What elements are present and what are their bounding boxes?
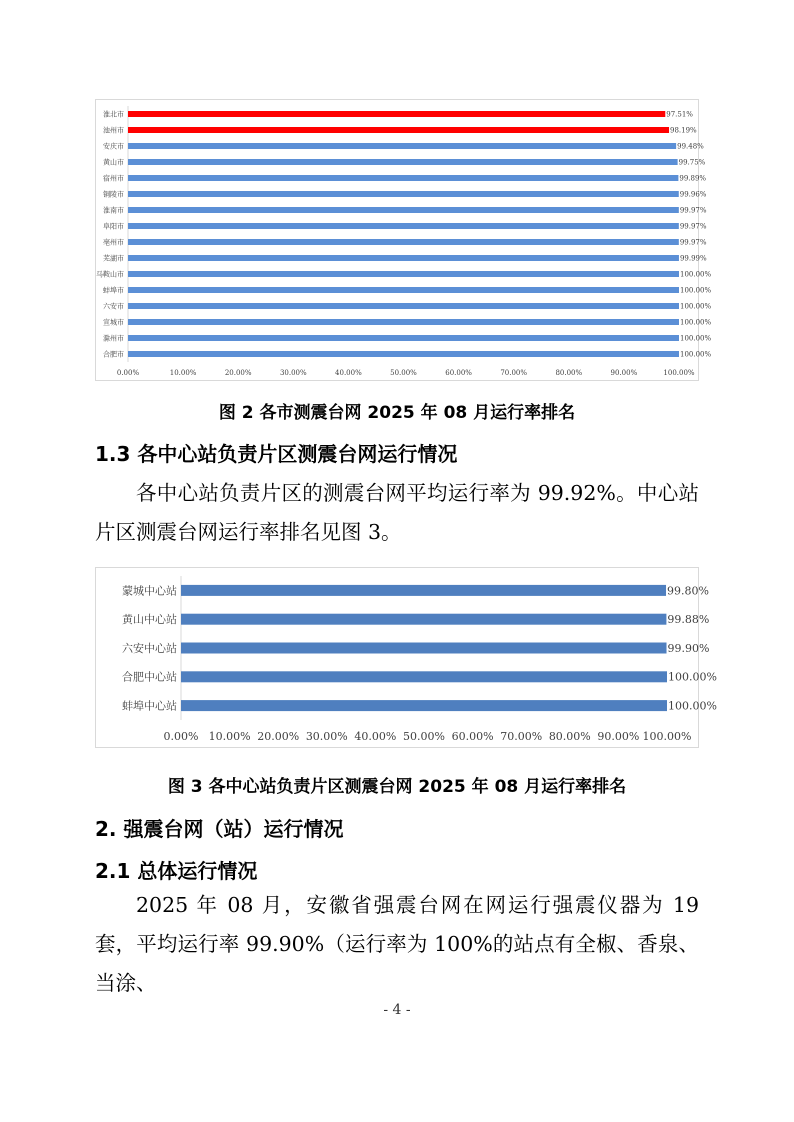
category-label: 合肥市	[103, 350, 124, 359]
category-label: 蒙城中心站	[122, 584, 177, 598]
value-label: 100.00%	[668, 699, 717, 713]
x-tick-label: 80.00%	[555, 369, 583, 377]
x-tick-label: 0.00%	[116, 369, 140, 377]
x-tick-label: 60.00%	[445, 369, 472, 377]
x-tick-label: 100.00%	[663, 369, 695, 377]
value-label: 100.00%	[680, 270, 712, 279]
value-label: 99.89%	[679, 174, 707, 183]
x-tick-label: 40.00%	[354, 730, 397, 743]
category-label: 铜陵市	[103, 190, 124, 199]
value-label: 100.00%	[680, 302, 712, 311]
x-tick-label: 10.00%	[208, 730, 251, 743]
figure-3-caption: 图 3 各中心站负责片区测震台网 2025 年 08 月运行率排名	[167, 777, 627, 797]
value-label: 99.90%	[667, 641, 710, 655]
category-label: 阜阳市	[103, 222, 124, 231]
paragraph-strong-motion: 2025 年 08 月，安徽省强震台网在网运行强震仪器为 19 套，平均运行率 99.90%（运行率为 100%的站点有全椒、香泉、当涂、	[95, 893, 699, 995]
bar	[128, 335, 679, 341]
city-uptime-chart-svg	[96, 100, 712, 380]
bar	[128, 111, 665, 117]
bar	[128, 159, 678, 165]
section-2-1-heading: 2.1 总体运行情况	[95, 859, 258, 883]
value-label: 100.00%	[668, 670, 717, 684]
category-label: 六安中心站	[122, 641, 177, 655]
x-tick-label: 50.00%	[390, 369, 417, 377]
x-tick-label: 30.00%	[305, 730, 348, 743]
value-label: 99.48%	[677, 142, 704, 151]
bar	[128, 319, 679, 325]
category-label: 蚌埠中心站	[122, 699, 177, 713]
category-label: 池州市	[103, 126, 124, 135]
x-tick-label: 70.00%	[500, 730, 543, 743]
value-label: 99.97%	[679, 206, 707, 215]
bar	[128, 271, 679, 277]
x-tick-label: 20.00%	[224, 369, 252, 377]
x-tick-label: 30.00%	[279, 369, 307, 377]
category-label: 黄山中心站	[122, 613, 177, 627]
bar	[128, 303, 679, 309]
category-label: 蚌埠市	[103, 286, 124, 295]
bar	[128, 175, 678, 181]
center-station-uptime-chart	[95, 567, 717, 748]
value-label: 100.00%	[680, 318, 712, 327]
x-tick-label: 10.00%	[169, 369, 197, 377]
value-label: 97.51%	[666, 110, 693, 119]
bar	[181, 643, 667, 654]
category-label: 亳州市	[103, 238, 124, 247]
category-label: 安庆市	[103, 142, 124, 151]
value-label: 99.80%	[667, 584, 709, 598]
category-label: 滁州市	[103, 334, 124, 343]
x-tick-label: 70.00%	[500, 369, 528, 377]
category-label: 宿州市	[103, 174, 124, 183]
section-1-3-heading: 1.3 各中心站负责片区测震台网运行情况	[95, 442, 458, 466]
x-tick-label: 80.00%	[548, 730, 591, 743]
bar	[128, 207, 679, 213]
value-label: 98.19%	[670, 126, 697, 135]
city-uptime-chart	[95, 99, 712, 381]
value-label: 100.00%	[680, 286, 712, 295]
x-tick-label: 60.00%	[451, 730, 494, 743]
category-label: 宣城市	[103, 318, 124, 327]
x-tick-label: 50.00%	[403, 730, 445, 743]
category-label: 淮南市	[103, 206, 124, 215]
category-label: 六安市	[103, 302, 124, 311]
category-label: 黄山市	[103, 158, 124, 167]
bar	[181, 585, 666, 596]
bar	[128, 223, 679, 229]
bar	[128, 239, 679, 245]
x-tick-label: 0.00%	[163, 730, 199, 743]
category-label: 马鞍山市	[96, 270, 124, 279]
center-station-uptime-chart-svg	[96, 568, 717, 747]
value-label: 100.00%	[680, 334, 712, 343]
x-tick-label: 90.00%	[610, 369, 638, 377]
paragraph-center-stations: 各中心站负责片区的测震台网平均运行率为 99.92%。中心站片区测震台网运行率排名见图 3。	[95, 481, 699, 544]
category-label: 淮北市	[103, 110, 124, 119]
bar	[181, 700, 667, 711]
bar	[128, 287, 679, 293]
value-label: 99.99%	[679, 254, 707, 263]
section-2-heading: 2. 强震台网（站）运行情况	[95, 817, 344, 841]
x-tick-label: 20.00%	[257, 730, 300, 743]
x-tick-label: 90.00%	[597, 730, 640, 743]
bar	[128, 127, 669, 133]
bar	[128, 143, 676, 149]
value-label: 99.96%	[679, 190, 707, 199]
category-label: 合肥中心站	[122, 670, 177, 684]
value-label: 100.00%	[680, 350, 712, 359]
bar	[128, 255, 679, 261]
x-tick-label: 100.00%	[642, 730, 692, 743]
figure-2-caption: 图 2 各市测震台网 2025 年 08 月运行率排名	[218, 403, 576, 423]
x-tick-label: 40.00%	[335, 369, 362, 377]
page-number: - 4 -	[383, 1002, 411, 1018]
bar	[128, 351, 679, 357]
value-label: 99.88%	[667, 613, 710, 627]
value-label: 99.75%	[678, 158, 706, 167]
value-label: 99.97%	[679, 238, 707, 247]
value-label: 99.97%	[679, 222, 707, 231]
bar	[128, 191, 679, 197]
bar	[181, 614, 666, 625]
bar	[181, 671, 667, 682]
category-label: 芜湖市	[103, 254, 124, 263]
